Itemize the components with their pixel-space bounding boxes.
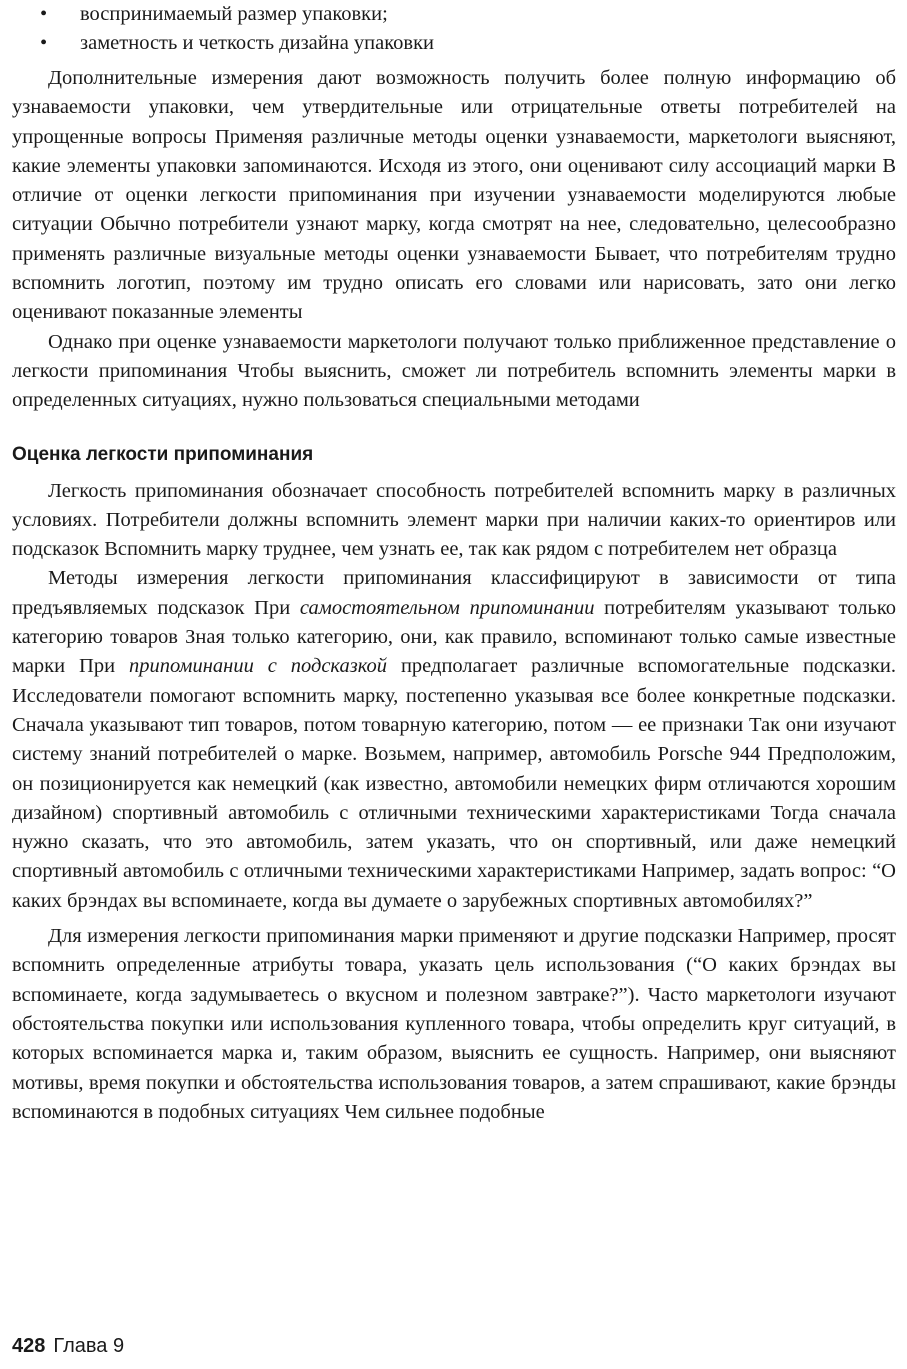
paragraph-text: предполагает различные вспомогательные подсказки. Исследователи помогают вспомнить марку, постепенно указывая все более конкретные подсказки. Сначала указывают тип товаров, потом товарную категорию, потом — ее признаки Так они изучают систему знаний потребителей о марке. Возьмем, например, автомобиль Porsche 944 Предположим, он позиционируется как немецкий (как известно, автомобили немецких фирм отличаются хорошим дизайном) спортивный автомобиль с отличными техническими характеристиками Тогда сначала нужно сказать, что это автомобиль, затем указать, что он спортивный, или даже немецкий спортивный автомобиль с отличными техническими характеристиками Например, задать вопрос: “О каких брэндах вы вспоминаете, когда вы думаете о зарубежных спортивных автомобилях?” <box>12 655 897 912</box>
page-content <box>12 0 896 1127</box>
paragraph: Однако при оценке узнаваемости маркетологи получают только приближенное представление о легкости припоминания Чтобы выяснить, сможет ли потребитель вспомнить элементы марки в определенных ситуациях, нужно пользоваться специальными методами <box>12 330 896 412</box>
bullet-list <box>12 0 896 58</box>
paragraph <box>12 564 896 916</box>
page-number: 428 <box>12 1335 46 1357</box>
term-italic: припоминании с подсказкой <box>128 655 388 678</box>
bullet-item: • заметность и четкость дизайна упаковки <box>12 29 896 58</box>
page-footer <box>12 1335 124 1358</box>
bullet-item: • воспринимаемый размер упаковки; <box>12 0 896 29</box>
paragraph: Для измерения легкости припоминания марки применяют и другие подсказки Например, просят вспомнить определенные атрибуты товара, указать цель использования (“О каких брэндах вы вспоминаете, когда задумываетесь о вкусном и полезном завтраке?”). Часто маркетологи изучают обстоятельства покупки или использования купленного товара, чтобы определить круг ситуаций, в которых вспоминается марка и, таким образом, выяснить ее сущность. Например, они выясняют мотивы, время покупки и обстоятельства использования товаров, а затем спрашивают, какие брэнды вспоминаются в подобных ситуациях Чем сильнее подобные <box>12 925 896 1123</box>
term-italic: самостоятельном припоминании <box>299 596 595 619</box>
paragraph-text: потребителям указывают только категорию товаров Зная только категорию, они, как правило, вспоминают только самые известные марки При <box>12 596 896 678</box>
paragraph: Дополнительные измерения дают возможность получить более полную информацию об узнаваемости упаковки, чем утвердительные или отрицательные ответы потребителей на упрощенные вопросы Применяя различные методы оценки узнаваемости, маркетологи выясняют, какие элементы упаковки запоминаются. Исходя из этого, они оценивают силу ассоциаций марки В отличие от оценки легкости припоминания при изучении узнаваемости моделируются любые ситуации Обычно потребители узнают марку, когда смотрят на нее, следовательно, целесообразно применять различные визуальные методы оценки узнаваемости Бывает, что потребителям трудно вспомнить логотип, поэтому им трудно описать его словами или нарисовать, зато они легко оценивают показанные элементы <box>12 67 896 324</box>
paragraph: Легкость припоминания обозначает способность потребителей вспомнить марку в различных условиях. Потребители должны вспомнить элемент марки при наличии каких-то ориентиров или подсказок Вспомнить марку труднее, чем узнать ее, так как рядом с потребителем нет образца <box>12 479 896 561</box>
section-heading: Оценка легкости припоминания <box>12 443 314 465</box>
chapter-label: Глава 9 <box>53 1335 125 1357</box>
paragraph-text: Методы измерения легкости припоминания классифицируют в зависимости от типа предъявляемых подсказок При <box>12 567 896 619</box>
